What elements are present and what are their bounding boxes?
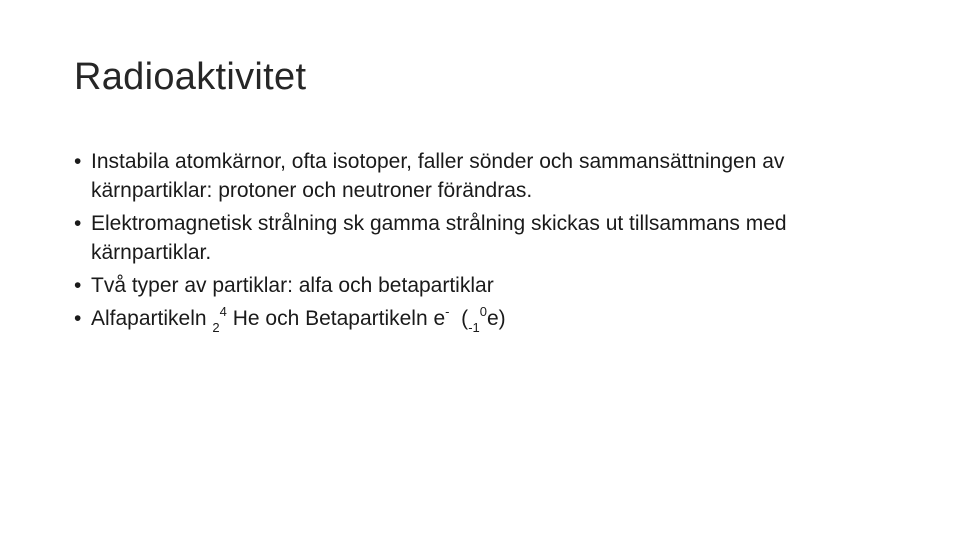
bullet-text: Instabila atomkärnor, ofta isotoper, faller sönder och sammansättningen av kärnpartiklar: protoner och neutroner förändras. xyxy=(91,150,785,202)
bullet-item xyxy=(74,209,904,267)
bullet-text: Elektromagnetisk strålning sk gamma strålning skickas ut tillsammans med kärnpartiklar. xyxy=(91,212,787,264)
bullet-item xyxy=(74,271,904,300)
beta-subscript: -1 xyxy=(468,320,480,335)
alfa-prefix: Alfapartikeln xyxy=(91,307,213,330)
helium-subscript: 2 xyxy=(212,320,220,335)
bullet-text-particles xyxy=(91,304,506,335)
bullet-text: Två typer av partiklar: alfa och betapartiklar xyxy=(91,274,494,297)
helium-text: He och Betapartikeln e xyxy=(226,307,446,330)
beta-superscript: 0 xyxy=(479,304,487,319)
bullet-dot-icon: • xyxy=(74,212,82,235)
bullet-item xyxy=(74,304,904,335)
bullet-item xyxy=(74,147,904,205)
helium-superscript: 4 xyxy=(219,304,227,319)
bullet-dot-icon: • xyxy=(74,150,82,173)
paren-open: ( xyxy=(449,307,469,330)
bullet-list xyxy=(74,147,904,339)
beta-text: e) xyxy=(486,307,506,330)
electron-superscript: - xyxy=(445,304,450,319)
bullet-dot-icon: • xyxy=(74,274,82,297)
bullet-dot-icon: • xyxy=(74,307,82,330)
slide-title: Radioaktivitet xyxy=(74,56,307,98)
